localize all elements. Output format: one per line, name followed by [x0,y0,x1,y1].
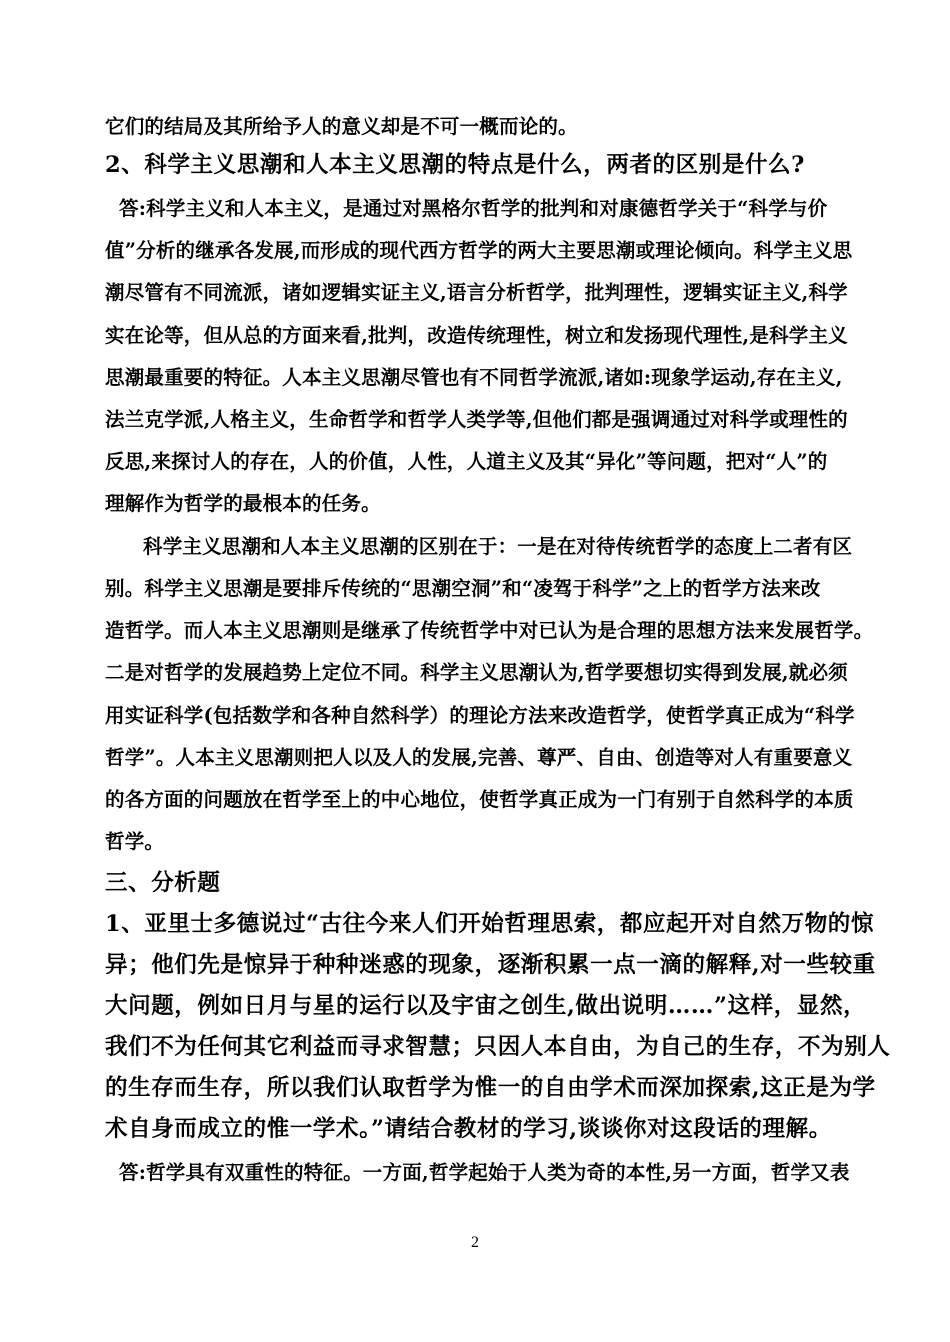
text-line: 反思,来探讨人的存在，人的价值，人性，人道主义及其“异化”等问题，把对“人”的 [105,450,828,473]
answer-line: 答:科学主义和人本主义，是通过对黑格尔哲学的批判和对康德哲学关于“科学与价 [119,197,828,220]
text-line: 它们的结局及其所给予人的意义却是不可一概而论的。 [105,115,578,138]
section-heading: 三、分析题 [105,870,221,896]
text-line: 的各方面的问题放在哲学至上的中心地位，使哲学真正成为一门有别于自然科学的本质 [105,788,854,811]
text-line: 实在论等，但从总的方面来看,批判，改造传统理性，树立和发扬现代理性,是科学主义 [105,324,848,347]
text-line: 哲学。 [105,830,165,853]
text-line: 哲学”。人本主义思潮则把人以及人的发展,完善、尊严、自由、创造等对人有重要意义 [105,746,853,769]
paragraph-start-line: 科学主义思潮和人本主义思潮的区别在于：一是在对待传统哲学的态度上二者有区 [143,535,853,558]
text-line: 用实证科学(包括数学和各种自然科学）的理论方法来改造哲学，使哲学真正成为“科学 [105,704,855,727]
text-line: 造哲学。而人本主义思潮则是继承了传统哲学中对已认为是合理的思想方法来发展哲学。 [105,619,874,642]
page-number: 2 [471,1234,479,1251]
text-line: 别。科学主义思潮是要排斥传统的“思潮空洞”和“凌驾于科学”之上的哲学方法来改 [105,577,821,600]
question-line: 异；他们先是惊异于种种迷惑的现象，逐渐积累一点一滴的解释,对一些较重 [105,952,876,978]
text-line: 理解作为哲学的最根本的任务。 [105,492,381,515]
text-line: 值”分析的继承各发展,而形成的现代西方哲学的两大主要思潮或理论倾向。科学主义思 [105,239,853,262]
text-line: 潮尽管有不同流派，诸如逻辑实证主义,语言分析哲学，批判理性，逻辑实证主义,科学 [105,281,848,304]
text-line: 法兰克学派,人格主义，生命哲学和哲学人类学等,但他们都是强调通过对科学或理性的 [105,408,848,431]
question-line: 的生存而生存，所以我们认取哲学为惟一的自由学术而深加探索,这正是为学 [105,1075,876,1101]
question-line: 我们不为任何其它利益而寻求智慧；只因人本自由，为自己的生存，不为别人 [105,1034,891,1060]
question-line: 术自身而成立的惟一学术。”请结合教材的学习,谈谈你对这段话的理解。 [105,1116,832,1142]
text-line: 二是对哲学的发展趋势上定位不同。科学主义思潮认为,哲学要想切实得到发展,就必须 [105,661,848,684]
question-heading: 2、科学主义思潮和人本主义思潮的特点是什么，两者的区别是什么? [105,152,805,178]
answer-line: 答:哲学具有双重性的特征。一方面,哲学起始于人类为奇的本性,另一方面，哲学又表 [119,1161,850,1184]
question-line: 1、亚里士多德说过“古往今来人们开始哲理思索，都应起开对自然万物的惊 [105,911,874,937]
text-line: 思潮最重要的特征。人本主义思潮尽管也有不同哲学流派,诸如:现象学运动,存在主义, [105,366,843,389]
question-line: 大问题，例如日月与星的运行以及宇宙之创生,做出说明……”这样，显然， [105,993,867,1019]
